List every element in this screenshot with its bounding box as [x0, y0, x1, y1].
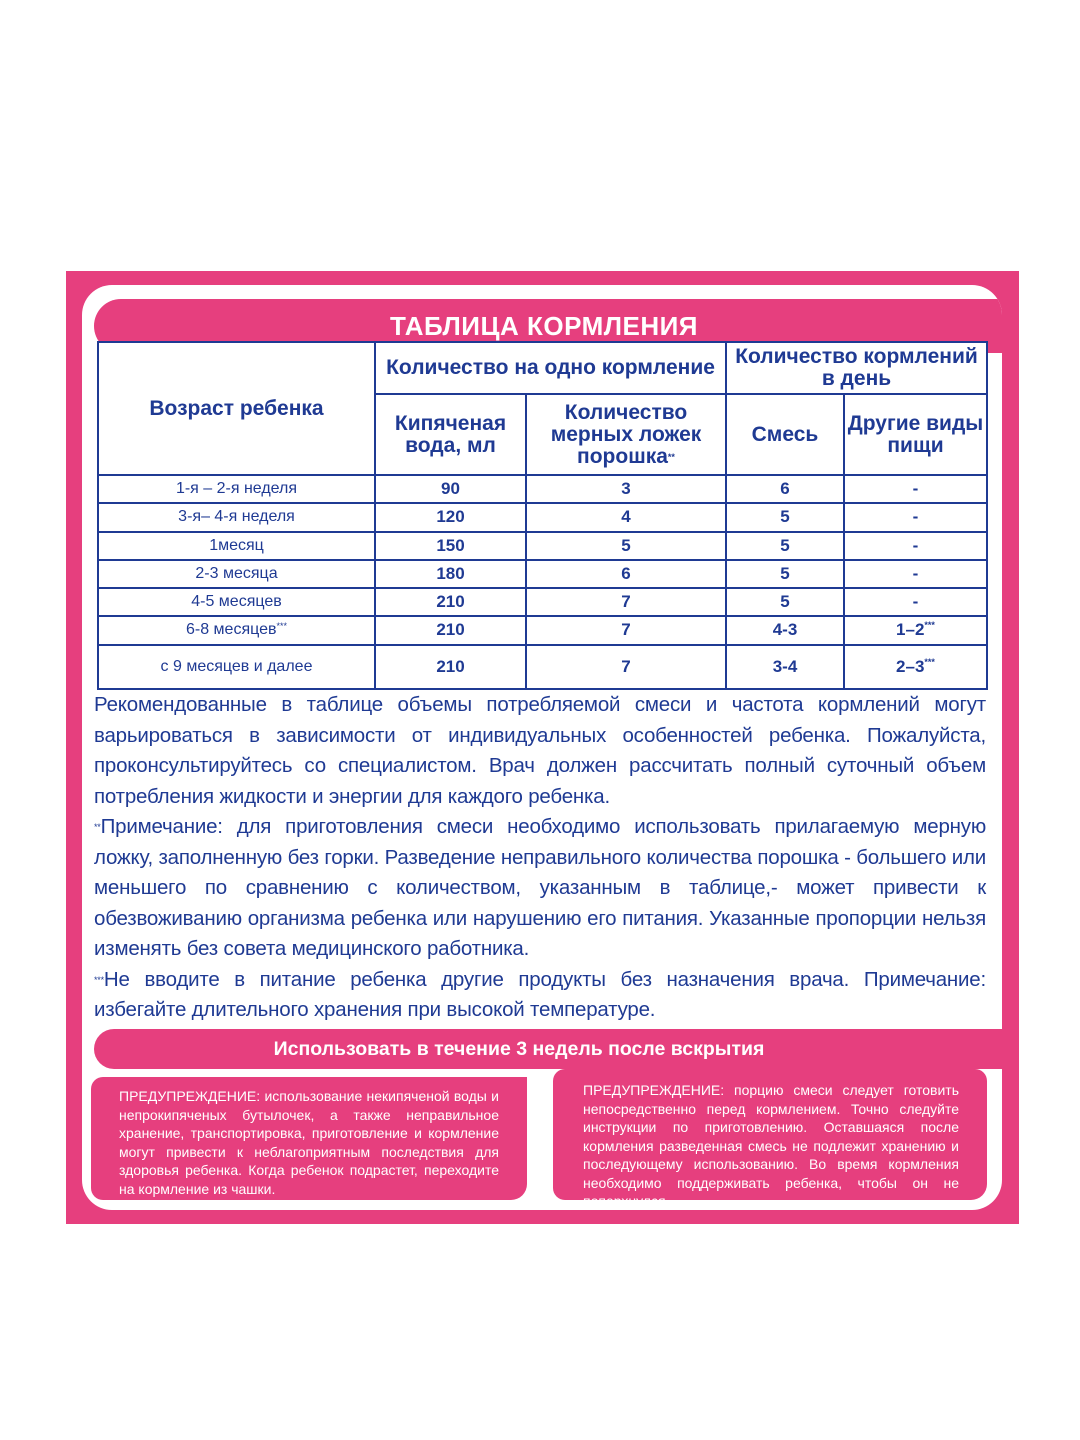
table-row [98, 560, 987, 588]
age-cell [98, 616, 375, 644]
spoons-cell [526, 588, 726, 616]
water-cell [375, 588, 526, 616]
other-food-cell-value: - [912, 507, 919, 527]
formula-cell [726, 616, 844, 644]
warning-box-left [91, 1077, 527, 1200]
spoons-cell [526, 532, 726, 560]
age-cell-value: 2-3 месяца [195, 564, 278, 582]
other-food-cell [844, 475, 987, 503]
water-cell-value: 210 [436, 656, 465, 676]
table-row [98, 475, 987, 503]
formula-cell [726, 560, 844, 588]
spoons-cell [526, 616, 726, 644]
table-row [98, 503, 987, 531]
header-spoons-mark: ** [667, 451, 675, 462]
other-food-cell-value: - [912, 563, 919, 583]
spoons-cell-value: 7 [621, 620, 631, 640]
other-food-cell-mark: *** [924, 656, 935, 667]
feeding-panel [66, 271, 1019, 1224]
header-formula: Смесь [726, 394, 844, 475]
water-cell [375, 475, 526, 503]
water-cell-value: 210 [436, 592, 465, 612]
header-spoons-label: Количество мерных ложек порошка [550, 400, 702, 468]
feeding-table [97, 341, 988, 690]
note-mark: ** [94, 822, 101, 832]
other-food-cell-value: - [912, 535, 919, 555]
use-within-text: Использовать в течение 3 недель после вскрытия [273, 1037, 765, 1060]
header-other-food: Другие виды пищи [844, 394, 987, 475]
age-cell [98, 588, 375, 616]
age-cell-mark: *** [276, 621, 288, 632]
formula-cell [726, 588, 844, 616]
water-cell [375, 645, 526, 689]
other-food-cell-value: 1–2 [896, 620, 925, 640]
header-water: Кипяченая вода, мл [375, 394, 526, 475]
age-cell-value: с 9 месяцев и далее [160, 657, 313, 675]
other-food-cell-value: - [912, 479, 919, 499]
warning-right-text: ПРЕДУПРЕЖДЕНИЕ: порцию смеси следует готовить непосредственно перед кормлением. Точно следуйте инструкции по приготовлению. Оставшаяся после кормления разведенная смесь не подлежит хранению и последующему использованию. Во время кормления необходимо поддерживать ребенка, чтобы он не поперхнулся. [583, 1082, 959, 1209]
instructions-text [94, 690, 986, 1026]
formula-cell-value: 3-4 [772, 656, 798, 676]
formula-cell [726, 503, 844, 531]
other-food-cell [844, 616, 987, 644]
table-row [98, 588, 987, 616]
other-food-cell [844, 645, 987, 689]
age-cell [98, 645, 375, 689]
header-spoons [526, 394, 726, 475]
formula-cell [726, 475, 844, 503]
use-within-banner [94, 1029, 1002, 1069]
spoons-cell-value: 7 [621, 592, 631, 612]
age-cell [98, 560, 375, 588]
age-cell-value: 3-я– 4-я неделя [178, 508, 295, 526]
spoons-cell [526, 560, 726, 588]
table-row [98, 532, 987, 560]
header-per-feeding: Количество на одно кормление [375, 342, 726, 394]
other-food-cell [844, 532, 987, 560]
age-cell [98, 503, 375, 531]
water-cell [375, 616, 526, 644]
spoons-cell-value: 6 [621, 563, 631, 583]
other-food-cell-mark: *** [924, 620, 935, 631]
spoons-cell-value: 3 [621, 479, 631, 499]
spoons-cell [526, 503, 726, 531]
header-per-day: Количество кормлений в день [726, 342, 987, 394]
note2-mark: *** [94, 974, 104, 985]
age-cell [98, 475, 375, 503]
note-text: Примечание: для приготовления смеси необходимо использовать прилагаемую мерную ложку, заполненную без горки. Разведение неправильного количества порошка - большего или меньшего по сравнению с количеством, указанным в таблице,- может привести к обезвоживанию организма ребенка или нарушению его питания. Указанные пропорции нельзя изменять без совета медицинского работника. [94, 815, 986, 960]
other-food-cell [844, 560, 987, 588]
spoons-cell [526, 645, 726, 689]
title-text: ТАБЛИЦА КОРМЛЕНИЯ [390, 310, 698, 341]
formula-cell [726, 532, 844, 560]
spoons-cell-value: 5 [621, 535, 631, 555]
panel-inner [82, 285, 1002, 1210]
other-food-cell [844, 503, 987, 531]
age-cell-value: 6-8 месяцев [185, 621, 277, 639]
formula-cell-value: 5 [780, 592, 790, 612]
recommendation-paragraph: Рекомендованные в таблице объемы потребляемой смеси и частота кормлений могут варьироваться в зависимости от индивидуальных особенностей ребенка. Пожалуйста, проконсультируйтесь со специалистом. Врач должен рассчитать полный суточный объем потребления жидкости и энергии для каждого ребенка. [94, 693, 986, 808]
warning-left-text: ПРЕДУПРЕЖДЕНИЕ: использование некипяченой воды и непрокипяченых бутылочек, а также неправильное хранение, транспортировка, приготовление и кормление могут привести к неблагоприятным последствия для здоровья ребенка. Когда ребенок подрастет, переходите на кормление из чашки. [119, 1088, 499, 1197]
note-paragraph [94, 812, 986, 965]
water-cell-value: 90 [441, 479, 460, 499]
water-cell-value: 150 [436, 535, 465, 555]
water-cell [375, 503, 526, 531]
table-body [98, 475, 987, 689]
water-cell [375, 560, 526, 588]
formula-cell-value: 4-3 [772, 620, 798, 640]
warning-box-right [553, 1069, 987, 1209]
spoons-cell [526, 475, 726, 503]
formula-cell-value: 5 [780, 535, 790, 555]
water-cell [375, 532, 526, 560]
age-cell-value: 1месяц [209, 536, 264, 554]
formula-cell [726, 645, 844, 689]
age-cell-value: 1-я – 2-я неделя [175, 480, 298, 498]
water-cell-value: 120 [436, 507, 465, 527]
spoons-cell-value: 7 [621, 656, 631, 676]
formula-cell-value: 6 [780, 479, 790, 499]
other-food-cell-value: 2–3 [896, 656, 925, 676]
note2-paragraph [94, 965, 986, 1026]
header-age: Возраст ребенка [98, 342, 375, 475]
water-cell-value: 180 [436, 563, 465, 583]
age-cell [98, 532, 375, 560]
formula-cell-value: 5 [780, 563, 790, 583]
formula-cell-value: 5 [780, 507, 790, 527]
table-row [98, 616, 987, 644]
table-row [98, 645, 987, 689]
other-food-cell-value: - [912, 592, 919, 612]
note2-text: Не вводите в питание ребенка другие продукты без назначения врача. Примечание: избегайте длительного хранения при высокой температуре. [94, 967, 986, 1021]
other-food-cell [844, 588, 987, 616]
spoons-cell-value: 4 [621, 507, 631, 527]
water-cell-value: 210 [436, 620, 465, 640]
age-cell-value: 4-5 месяцев [191, 593, 282, 611]
